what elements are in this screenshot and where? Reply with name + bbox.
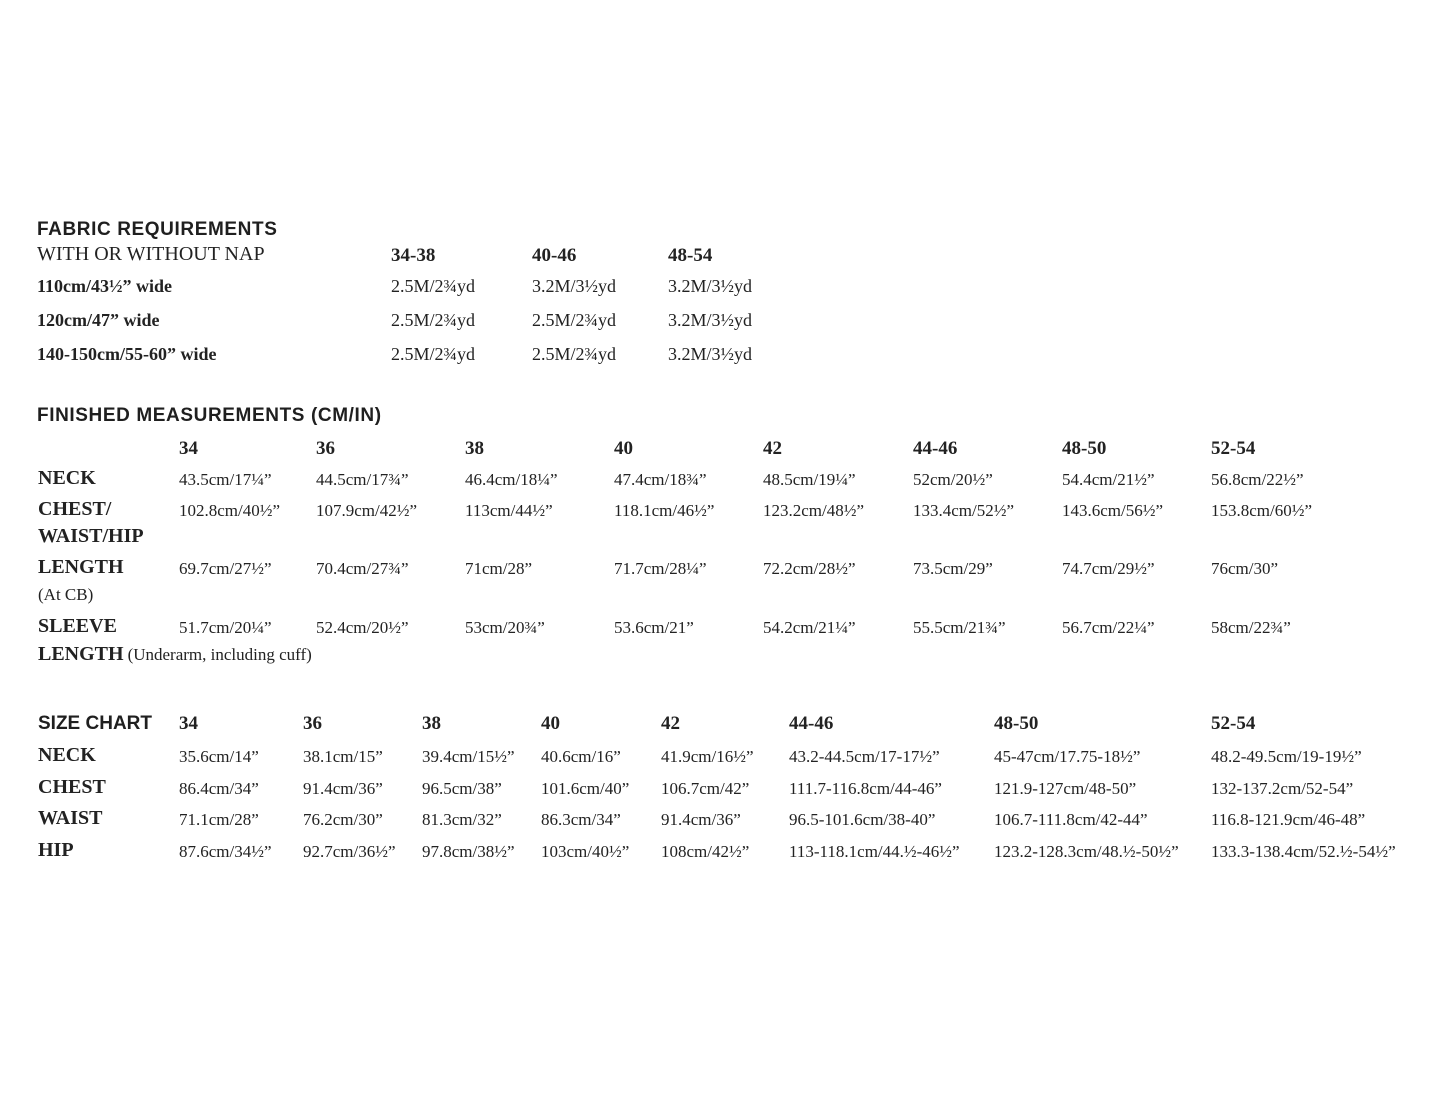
finished-cell: 44.5cm/17¾” [316, 470, 409, 489]
size-col-header: 48-50 [994, 713, 1039, 734]
size-cell: 39.4cm/15½” [422, 747, 515, 766]
fabric-title: FABRIC REQUIREMENTS [37, 219, 278, 240]
finished-col-header: 40 [614, 438, 633, 459]
size-cell: 133.3-138.4cm/52.½-54½” [1211, 842, 1396, 861]
size-cell: 86.3cm/34” [541, 810, 621, 829]
size-col-header: 42 [661, 713, 680, 734]
finished-cell: 48.5cm/19¼” [763, 470, 856, 489]
finished-cell: 52cm/20½” [913, 470, 993, 489]
fabric-cell: 2.5M/2¾yd [532, 310, 617, 330]
size-col-header: 34 [179, 713, 198, 734]
finished-cell: 52.4cm/20½” [316, 618, 409, 637]
size-cell: 96.5cm/38” [422, 779, 502, 798]
finished-cell: 47.4cm/18¾” [614, 470, 707, 489]
finished-cell: 133.4cm/52½” [913, 501, 1015, 520]
finished-cell: 70.4cm/27¾” [316, 559, 409, 578]
fabric-cell: 2.5M/2¾yd [391, 344, 476, 364]
fabric-cell: 3.2M/3½yd [532, 276, 617, 296]
size-cell: 91.4cm/36” [303, 779, 383, 798]
finished-cell: 107.9cm/42½” [316, 501, 418, 520]
finished-cell: 43.5cm/17¼” [179, 470, 272, 489]
finished-cell: 153.8cm/60½” [1211, 501, 1313, 520]
size-cell: 123.2-128.3cm/48.½-50½” [994, 842, 1179, 861]
finished-cell: 118.1cm/46½” [614, 501, 715, 520]
finished-cell: 55.5cm/21¾” [913, 618, 1006, 637]
finished-cell: 69.7cm/27½” [179, 559, 272, 578]
size-cell: 121.9-127cm/48-50” [994, 779, 1137, 798]
size-col-header: 52-54 [1211, 713, 1256, 734]
fabric-col-header: 48-54 [668, 245, 713, 266]
finished-cell: 71cm/28” [465, 559, 533, 578]
size-row-label: HIP [38, 839, 74, 861]
size-cell: 40.6cm/16” [541, 747, 621, 766]
fabric-row-label: 140-150cm/55-60” wide [37, 344, 217, 364]
finished-row-label-line2 [38, 643, 312, 666]
size-col-header: 44-46 [789, 713, 834, 734]
finished-cell: 53cm/20¾” [465, 618, 545, 637]
finished-col-header: 52-54 [1211, 438, 1256, 459]
finished-row-label: SLEEVE [38, 615, 117, 637]
fabric-col-header: 40-46 [532, 245, 577, 266]
finished-cell: 54.2cm/21¼” [763, 618, 856, 637]
size-cell: 81.3cm/32” [422, 810, 502, 829]
size-chart-title: SIZE CHART [38, 713, 152, 734]
fabric-subtitle: WITH OR WITHOUT NAP [37, 243, 265, 265]
finished-cell: 51.7cm/20¼” [179, 618, 272, 637]
size-cell: 86.4cm/34” [179, 779, 259, 798]
finished-cell: 74.7cm/29½” [1062, 559, 1155, 578]
fabric-col-header: 34-38 [391, 245, 436, 266]
size-cell: 71.1cm/28” [179, 810, 259, 829]
size-col-header: 36 [303, 713, 322, 734]
size-cell: 35.6cm/14” [179, 747, 259, 766]
finished-cell: 56.8cm/22½” [1211, 470, 1304, 489]
finished-cell: 76cm/30” [1211, 559, 1279, 578]
size-cell: 116.8-121.9cm/46-48” [1211, 810, 1366, 829]
finished-cell: 71.7cm/28¼” [614, 559, 707, 578]
finished-cell: 113cm/44½” [465, 501, 553, 520]
size-cell: 103cm/40½” [541, 842, 630, 861]
fabric-cell: 2.5M/2¾yd [532, 344, 617, 364]
size-cell: 106.7cm/42” [661, 779, 750, 798]
finished-row-note: (At CB) [38, 585, 94, 604]
size-cell: 43.2-44.5cm/17-17½” [789, 747, 940, 766]
finished-col-header: 36 [316, 438, 335, 459]
finished-cell: 58cm/22¾” [1211, 618, 1291, 637]
finished-row-label: CHEST/ [38, 498, 112, 520]
finished-row-label: NECK [38, 467, 96, 489]
size-col-header: 40 [541, 713, 560, 734]
finished-col-header: 42 [763, 438, 782, 459]
finished-row-note: (Underarm, including cuff) [127, 645, 312, 664]
finished-cell: 53.6cm/21” [614, 618, 694, 637]
finished-col-header: 38 [465, 438, 484, 459]
size-cell: 132-137.2cm/52-54” [1211, 779, 1354, 798]
finished-cell: 72.2cm/28½” [763, 559, 856, 578]
size-cell: 113-118.1cm/44.½-46½” [789, 842, 960, 861]
finished-cell: 143.6cm/56½” [1062, 501, 1164, 520]
fabric-cell: 3.2M/3½yd [668, 276, 753, 296]
size-cell: 38.1cm/15” [303, 747, 383, 766]
size-cell: 97.8cm/38½” [422, 842, 515, 861]
size-cell: 111.7-116.8cm/44-46” [789, 779, 942, 798]
fabric-cell: 3.2M/3½yd [668, 344, 753, 364]
fabric-cell: 2.5M/2¾yd [391, 310, 476, 330]
finished-row-label-line2-text: LENGTH [38, 643, 124, 665]
finished-cell: 123.2cm/48½” [763, 501, 865, 520]
finished-cell: 46.4cm/18¼” [465, 470, 558, 489]
finished-cell: 56.7cm/22¼” [1062, 618, 1155, 637]
size-col-header: 38 [422, 713, 441, 734]
fabric-row-label: 110cm/43½” wide [37, 276, 172, 296]
size-row-label: WAIST [38, 807, 103, 829]
size-cell: 96.5-101.6cm/38-40” [789, 810, 936, 829]
size-cell: 101.6cm/40” [541, 779, 630, 798]
finished-col-header: 44-46 [913, 438, 958, 459]
size-row-label: NECK [38, 744, 96, 766]
size-cell: 76.2cm/30” [303, 810, 383, 829]
finished-col-header: 34 [179, 438, 198, 459]
size-cell: 91.4cm/36” [661, 810, 741, 829]
fabric-cell: 3.2M/3½yd [668, 310, 753, 330]
size-row-label: CHEST [38, 776, 106, 798]
size-cell: 87.6cm/34½” [179, 842, 272, 861]
size-cell: 106.7-111.8cm/42-44” [994, 810, 1148, 829]
size-cell: 41.9cm/16½” [661, 747, 754, 766]
size-cell: 48.2-49.5cm/19-19½” [1211, 747, 1362, 766]
finished-title: FINISHED MEASUREMENTS (CM/IN) [37, 405, 382, 426]
size-cell: 108cm/42½” [661, 842, 750, 861]
size-cell: 92.7cm/36½” [303, 842, 396, 861]
finished-cell: 54.4cm/21½” [1062, 470, 1155, 489]
fabric-row-label: 120cm/47” wide [37, 310, 160, 330]
finished-row-label: LENGTH [38, 556, 124, 578]
finished-cell: 102.8cm/40½” [179, 501, 281, 520]
fabric-cell: 2.5M/2¾yd [391, 276, 476, 296]
finished-col-header: 48-50 [1062, 438, 1107, 459]
finished-cell: 73.5cm/29” [913, 559, 993, 578]
size-cell: 45-47cm/17.75-18½” [994, 747, 1141, 766]
finished-row-label-line2: WAIST/HIP [38, 525, 144, 547]
